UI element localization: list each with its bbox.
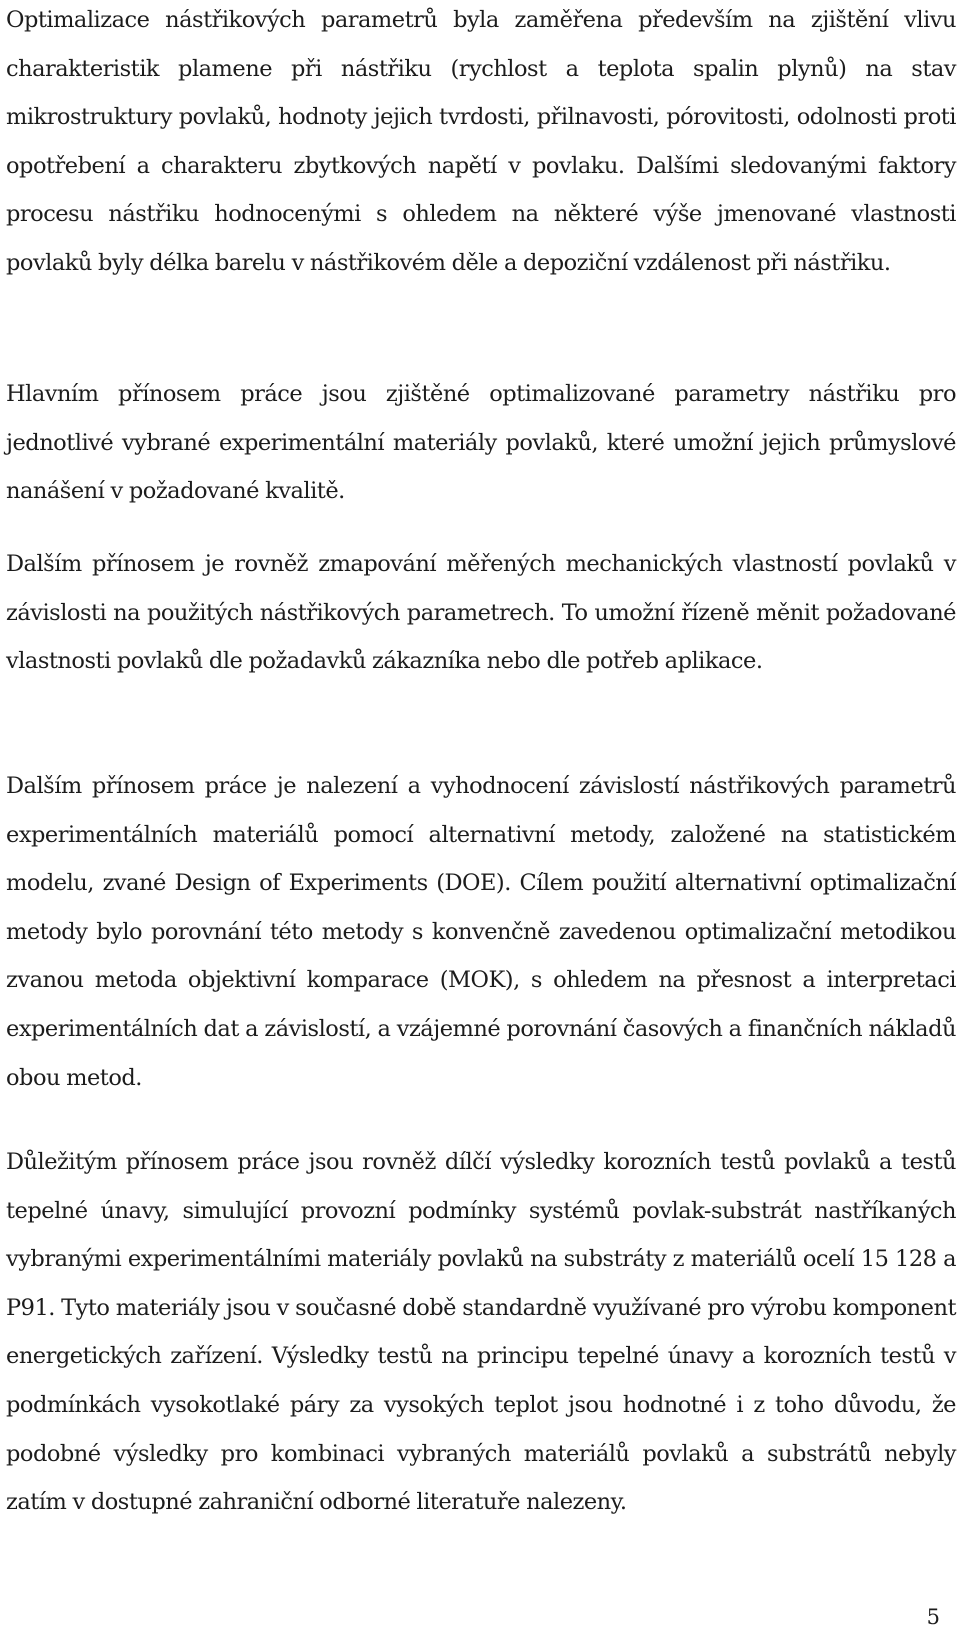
paragraph-spray-parameter-optimization: Optimalizace nástřikových parametrů byla zaměřena především na zjištění vlivu charakteristik plamene při nástřiku (rychlost a teplota spalin plynů) na stav mikrostruktury povlaků, hodnoty jejich tvrdosti, přilnavosti, pórovitosti, odolnosti proti opotřebení a charakteru zbytkových napětí v povlaku. Dalšími sledovanými faktory procesu nástřiku hodnocenými s ohledem na některé výše jmenované vlastnosti povlaků byly délka barelu v nástřikovém děle a depoziční vzdálenost při nástřiku. <box>6 7 956 276</box>
page-number: 5 <box>926 1605 940 1629</box>
paragraph-main-contribution: Hlavním přínosem práce jsou zjištěné optimalizované parametry nástřiku pro jednotlivé vybrané experimentální materiály povlaků, které umožní jejich průmyslové nanášení v požadované kvalitě. <box>6 381 956 505</box>
paragraph-mechanical-properties-mapping: Dalším přínosem je rovněž zmapování měřených mechanických vlastností povlaků v závislosti na použitých nástřikových parametrech. To umožní řízeně měnit požadované vlastnosti povlaků dle požadavků zákazníka nebo dle potřeb aplikace. <box>6 551 956 675</box>
paragraph-doe-method: Dalším přínosem práce je nalezení a vyhodnocení závislostí nástřikových parametrů experimentálních materiálů pomocí alternativní metody, založené na statistickém modelu, zvané Design of Experiments (DOE). Cílem použití alternativní optimalizační metody bylo porovnání této metody s konvenčně zavedenou optimalizační metodikou zvanou metoda objektivní komparace (MOK), s ohledem na přesnost a interpretaci experimentálních dat a závislostí, a vzájemné porovnání časových a finančních nákladů obou metod. <box>6 773 956 1091</box>
paragraph-corrosion-thermal-fatigue: Důležitým přínosem práce jsou rovněž dílčí výsledky korozních testů povlaků a testů tepelné únavy, simulující provozní podmínky systémů povlak-substrát nastříkaných vybranými experimentálními materiály povlaků na substráty z materiálů ocelí 15 128 a P91. Tyto materiály jsou v současné době standardně využívané pro výrobu komponent energetických zařízení. Výsledky testů na principu tepelné únavy a korozních testů v podmínkách vysokotlaké páry za vysokých teplot jsou hodnotné i z toho důvodu, že podobné výsledky pro kombinaci vybraných materiálů povlaků a substrátů nebyly zatím v dostupné zahraniční odborné literatuře nalezeny. <box>6 1149 956 1516</box>
